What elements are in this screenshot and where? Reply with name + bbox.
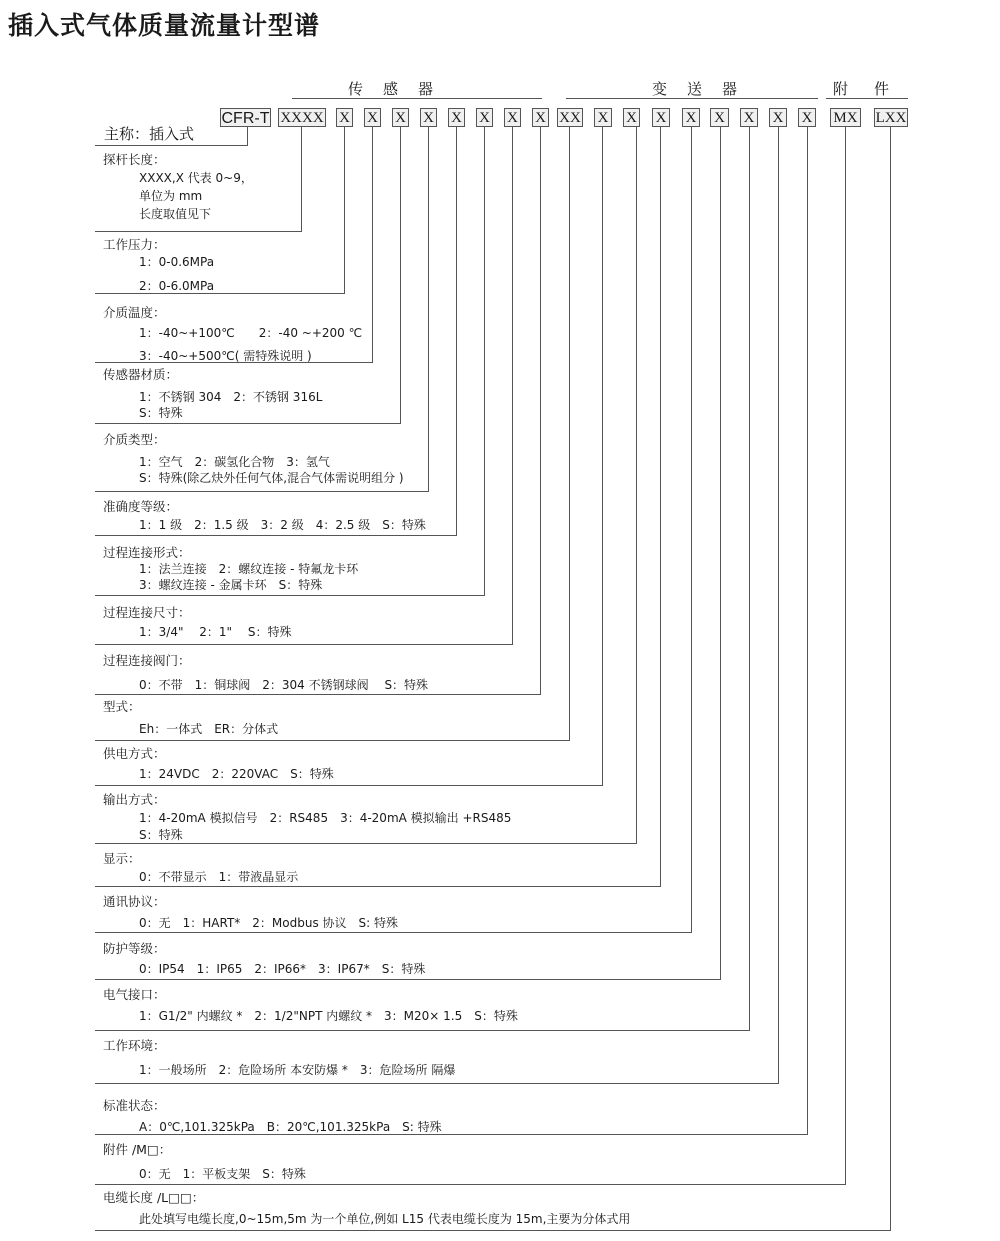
code-box-connection-type: X	[476, 108, 493, 127]
section-accuracy-title: 准确度等级：	[103, 499, 179, 514]
code-box-display: X	[652, 108, 670, 127]
section-medium-line: S：特殊(除乙炔外任何气体,混合气体需说明组分 )	[139, 471, 404, 485]
section-accuracy-line: 1：1 级 2：1.5 级 3：2 级 4：2.5 级 S：特殊	[139, 518, 426, 532]
section-connection-type-title: 过程连接形式：	[103, 545, 191, 560]
section-valve-line: 0：不带 1：铜球阀 2：304 不锈钢球阀 S：特殊	[139, 678, 429, 692]
group-transmitter-label: 变送器	[652, 80, 758, 98]
connector	[720, 127, 721, 980]
section-cable-title: 电缆长度 /L□□：	[103, 1190, 205, 1205]
code-box-protection: X	[710, 108, 729, 127]
section-pressure-title: 工作压力：	[103, 237, 166, 252]
connector	[845, 127, 846, 1185]
section-material-title: 传感器材质：	[103, 367, 179, 382]
code-box-cable: LXX	[875, 110, 907, 126]
section-output-title: 输出方式：	[103, 792, 166, 807]
section-material-line: S：特殊	[139, 406, 183, 420]
section-power-line: 1：24VDC 2：220VAC S：特殊	[139, 767, 334, 781]
section-divider	[95, 423, 401, 424]
section-divider	[95, 932, 692, 933]
connector	[512, 127, 513, 645]
section-divider	[95, 1184, 846, 1185]
code-box-output: X	[623, 108, 640, 127]
section-cable-line: 此处填写电缆长度,0~15m,5m 为一个单位,例如 L15 代表电缆长度为 15m,主要为分体式用	[139, 1212, 631, 1226]
code-box-environment: X	[769, 108, 787, 127]
section-divider	[95, 843, 637, 844]
connector	[569, 127, 570, 741]
code-box-accuracy: X	[448, 108, 465, 127]
section-probe-length-line: XXXX,X 代表 0~9，	[139, 171, 253, 185]
code-box-protocol: X	[682, 108, 700, 127]
section-display-title: 显示：	[103, 851, 141, 866]
section-protection-title: 防护等级：	[103, 941, 166, 956]
connector	[456, 127, 457, 536]
connector	[807, 127, 808, 1135]
section-standard-line: A：0℃,101.325kPa B：20℃,101.325kPa S: 特殊	[139, 1120, 442, 1134]
connector	[428, 127, 429, 492]
page-title: 插入式气体质量流量计型谱	[8, 11, 321, 40]
code-box-pressure: X	[336, 108, 353, 127]
code-box-connection-size: X	[504, 108, 521, 127]
group-sensor-label: 传感器	[348, 80, 454, 98]
section-temperature-line: 1：-40~+100℃ 2：-40 ~+200 ℃	[139, 326, 363, 340]
section-divider	[95, 535, 457, 536]
code-box-accessory: MX	[830, 108, 861, 127]
section-protection-line: 0：IP54 1：IP65 2：IP66* 3：IP67* S：特殊	[139, 962, 426, 976]
section-divider	[95, 231, 302, 232]
section-divider	[95, 595, 485, 596]
section-divider	[95, 694, 541, 695]
section-divider	[95, 293, 345, 294]
section-pressure-line: 2：0-6.0MPa	[139, 279, 215, 293]
section-divider	[95, 785, 603, 786]
section-divider	[95, 886, 661, 887]
group-accessory-label: 附件	[833, 80, 916, 98]
section-display-line: 0：不带显示 1：带液晶显示	[139, 870, 299, 884]
connector	[540, 127, 541, 695]
section-connection-type-line: 3：螺纹连接 - 金属卡环 S：特殊	[139, 578, 323, 592]
section-environment-title: 工作环境：	[103, 1038, 166, 1053]
group-transmitter-line	[566, 98, 818, 99]
section-medium-title: 介质类型：	[103, 432, 166, 447]
group-sensor-line	[292, 98, 542, 99]
section-probe-length-title: 探杆长度：	[103, 152, 166, 167]
section-output-line: 1：4-20mA 模拟信号 2：RS485 3：4-20mA 模拟输出 +RS485	[139, 811, 512, 825]
section-divider	[95, 491, 429, 492]
section-probe-length-line: 单位为 mm	[139, 189, 203, 203]
connector	[660, 127, 661, 887]
code-box-probe-length: XXXX	[278, 108, 326, 127]
code-box-temperature: X	[364, 108, 381, 127]
group-accessory-line	[826, 98, 908, 99]
section-divider	[95, 979, 721, 980]
section-divider	[95, 145, 248, 146]
connector	[691, 127, 692, 933]
section-divider	[95, 1230, 891, 1231]
code-box-medium: X	[420, 108, 437, 127]
section-form-title: 型式：	[103, 699, 141, 714]
section-temperature-line: 3：-40~+500℃( 需特殊说明 )	[139, 349, 312, 363]
connector	[890, 127, 891, 1231]
section-connection-type-line: 1：法兰连接 2：螺纹连接 - 特氟龙卡环	[139, 562, 359, 576]
code-box-material: X	[392, 108, 409, 127]
section-accessory-line: 0：无 1：平板支架 S：特殊	[139, 1167, 306, 1181]
code-box-valve: X	[532, 108, 549, 127]
connector	[636, 127, 637, 844]
section-protocol-title: 通讯协议：	[103, 894, 166, 909]
section-accessory-title: 附件 /M□：	[103, 1142, 172, 1157]
code-box-electrical: X	[740, 108, 758, 127]
section-environment-line: 1：一般场所 2：危险场所 本安防爆 * 3：危险场所 隔爆	[139, 1063, 456, 1077]
connector	[301, 127, 302, 232]
section-power-title: 供电方式：	[103, 746, 166, 761]
section-output-line: S：特殊	[139, 828, 183, 842]
connector	[778, 127, 779, 1084]
section-standard-title: 标准状态：	[103, 1098, 166, 1113]
section-connection-size-line: 1：3/4" 2：1" S：特殊	[139, 625, 292, 639]
section-valve-title: 过程连接阀门：	[103, 653, 191, 668]
section-material-line: 1：不锈钢 304 2：不锈钢 316L	[139, 390, 323, 404]
section-protocol-line: 0：无 1：HART* 2：Modbus 协议 S: 特殊	[139, 916, 399, 930]
section-temperature-title: 介质温度：	[103, 305, 166, 320]
section-pressure-line: 1：0-0.6MPa	[139, 255, 215, 269]
section-connection-size-title: 过程连接尺寸：	[103, 605, 191, 620]
section-divider	[95, 1083, 779, 1084]
section-form-line: Eh：一体式 ER：分体式	[139, 722, 279, 736]
connector	[484, 127, 485, 596]
section-electrical-title: 电气接口：	[103, 987, 166, 1002]
section-main-title: 主称：插入式	[104, 125, 195, 143]
code-box-form: XX	[557, 108, 583, 127]
code-box-standard: X	[798, 108, 816, 127]
section-probe-length-line: 长度取值见下	[139, 207, 212, 221]
code-box-main: CFR-T	[221, 110, 270, 127]
connector	[602, 127, 603, 786]
section-electrical-line: 1：G1/2" 内螺纹 * 2：1/2"NPT 内螺纹 * 3：M20× 1.5 S：特殊	[139, 1009, 518, 1023]
section-divider	[95, 740, 570, 741]
connector	[372, 127, 373, 363]
section-divider	[95, 1030, 750, 1031]
connector	[247, 127, 248, 146]
section-medium-line: 1：空气 2：碳氢化合物 3：氢气	[139, 455, 330, 469]
code-box-power: X	[594, 108, 612, 127]
connector	[400, 127, 401, 424]
connector	[344, 127, 345, 294]
connector	[749, 127, 750, 1031]
section-divider	[95, 644, 513, 645]
